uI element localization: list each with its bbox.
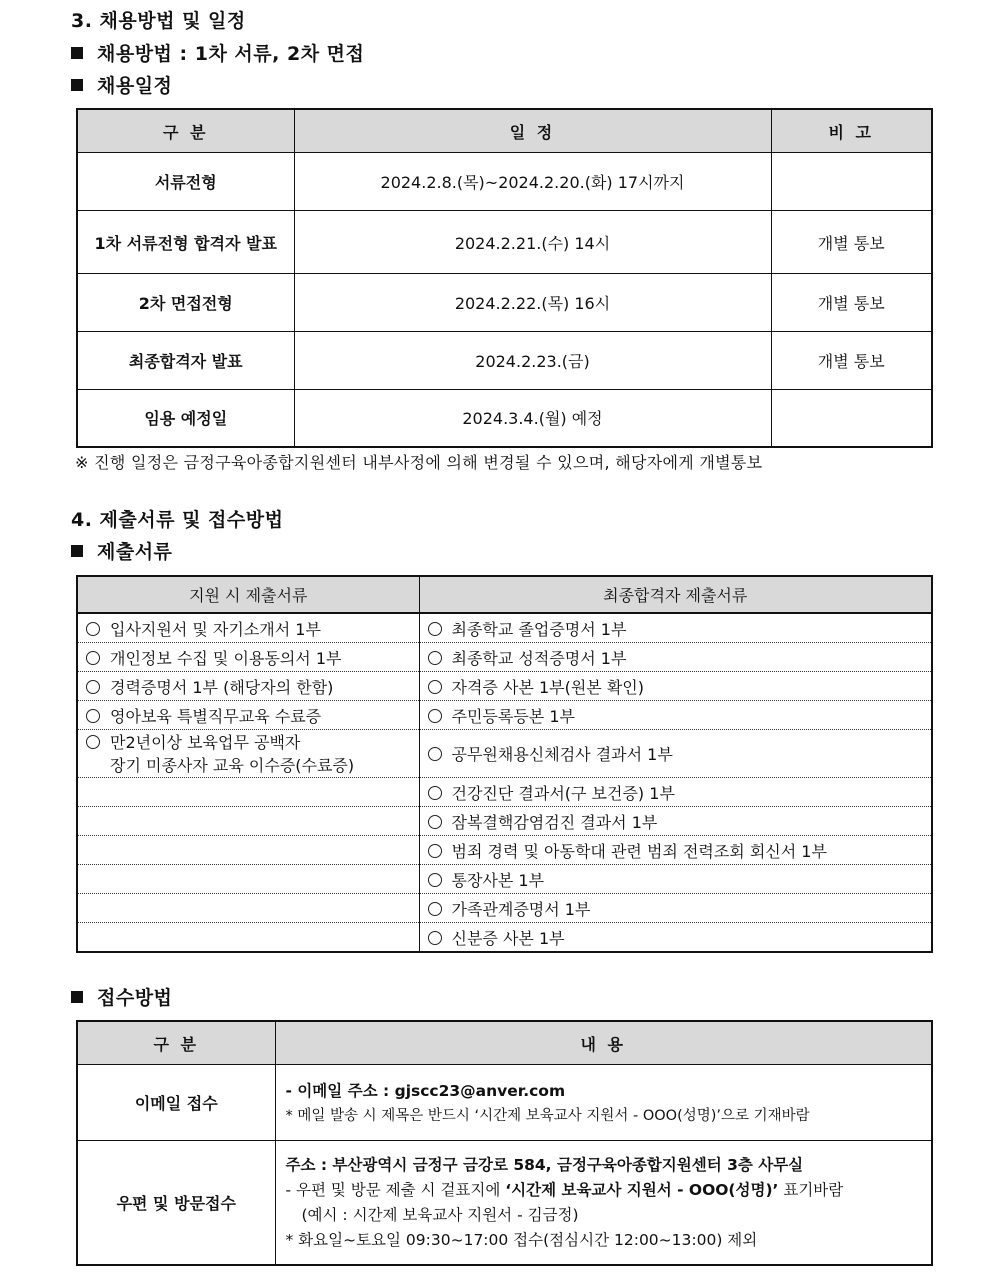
table-header-row [77, 576, 932, 613]
table-row [77, 894, 932, 923]
column-header: 일 정 [294, 109, 771, 153]
circle-bullet-icon [428, 902, 442, 916]
column-header: 비 고 [771, 109, 932, 153]
row-note: 개별 통보 [771, 332, 932, 390]
square-bullet-icon [71, 79, 83, 91]
circle-bullet-icon [428, 651, 442, 665]
table-row [77, 390, 932, 447]
row-label: 1차 서류전형 합격자 발표 [77, 211, 294, 274]
circle-bullet-icon [86, 735, 100, 749]
row-note: 개별 통보 [771, 274, 932, 332]
email-receipt-content [275, 1065, 932, 1141]
final-doc-item: 잠복결핵감염검진 결과서 1부 [419, 807, 932, 836]
column-header: 구 분 [77, 1021, 275, 1065]
row-label: 임용 예정일 [77, 390, 294, 447]
apply-doc-item: 입사지원서 및 자기소개서 1부 [77, 613, 419, 643]
apply-doc-item: 영아보육 특별직무교육 수료증 [77, 701, 419, 730]
circle-bullet-icon [428, 815, 442, 829]
empty-cell [77, 807, 419, 836]
post-cover-note: - 우편 및 방문 제출 시 겉표지에 ‘시간제 보육교사 지원서 - OOO(성명)’ 표기바람 [285, 1181, 844, 1200]
table-row [77, 332, 932, 390]
section4-title: 4. 제출서류 및 접수방법 [71, 509, 284, 531]
email-address-line: - 이메일 주소 : gjscc23@anver.com [285, 1081, 566, 1100]
square-bullet-icon [71, 47, 83, 59]
row-note: 개별 통보 [771, 211, 932, 274]
table-header-row [77, 109, 932, 153]
table-row [77, 1065, 932, 1141]
circle-bullet-icon [428, 931, 442, 945]
final-doc-item: 최종학교 졸업증명서 1부 [419, 613, 932, 643]
circle-bullet-icon [86, 651, 100, 665]
schedule-heading: 채용일정 [71, 71, 172, 98]
row-note [771, 390, 932, 447]
table-row [77, 211, 932, 274]
circle-bullet-icon [428, 747, 442, 761]
empty-cell [77, 778, 419, 807]
circle-bullet-icon [428, 680, 442, 694]
circle-bullet-icon [86, 709, 100, 723]
hiring-method-heading: 채용방법 : 1차 서류, 2차 면접 [71, 39, 364, 66]
schedule-table [76, 108, 933, 448]
post-receipt-content [275, 1141, 932, 1265]
table-row [77, 643, 932, 672]
email-address-link[interactable]: gjscc23@anver.com [394, 1081, 566, 1100]
circle-bullet-icon [86, 680, 100, 694]
circle-bullet-icon [428, 709, 442, 723]
apply-doc-item: 경력증명서 1부 (해당자의 한함) [77, 672, 419, 701]
circle-bullet-icon [428, 786, 442, 800]
row-label: 서류전형 [77, 153, 294, 211]
receipt-table [76, 1020, 933, 1266]
final-doc-item: 건강진단 결과서(구 보건증) 1부 [419, 778, 932, 807]
final-doc-item: 신분증 사본 1부 [419, 923, 932, 953]
table-row [77, 730, 932, 778]
table-row [77, 274, 932, 332]
final-doc-item: 공무원채용신체검사 결과서 1부 [419, 730, 932, 778]
apply-doc-item: 개인정보 수집 및 이용동의서 1부 [77, 643, 419, 672]
empty-cell [77, 865, 419, 894]
circle-bullet-icon [428, 622, 442, 636]
circle-bullet-icon [428, 844, 442, 858]
table-row [77, 865, 932, 894]
table-row [77, 836, 932, 865]
row-date: 2024.2.21.(수) 14시 [294, 211, 771, 274]
post-hours-note: * 화요일~토요일 09:30~17:00 접수(점심시간 12:00~13:00) 제외 [285, 1231, 758, 1250]
final-doc-item: 범죄 경력 및 아동학대 관련 범죄 전력조회 회신서 1부 [419, 836, 932, 865]
row-label: 최종합격자 발표 [77, 332, 294, 390]
circle-bullet-icon [86, 622, 100, 636]
table-row [77, 613, 932, 643]
column-header: 지원 시 제출서류 [77, 576, 419, 613]
final-doc-item: 통장사본 1부 [419, 865, 932, 894]
final-doc-item: 주민등록등본 1부 [419, 701, 932, 730]
section3-title: 3. 채용방법 및 일정 [71, 10, 246, 32]
post-address-line: 주소 : 부산광역시 금정구 금강로 584, 금정구육아종합지원센터 3층 사무실 [285, 1156, 804, 1175]
row-label: 2차 면접전형 [77, 274, 294, 332]
table-row [77, 1141, 932, 1265]
final-doc-item: 최종학교 성적증명서 1부 [419, 643, 932, 672]
schedule-footnote: ※ 진행 일정은 금정구육아종합지원센터 내부사정에 의해 변경될 수 있으며, 해당자에게 개별통보 [75, 453, 763, 472]
row-date: 2024.2.8.(목)~2024.2.20.(화) 17시까지 [294, 153, 771, 211]
row-date: 2024.2.23.(금) [294, 332, 771, 390]
table-row [77, 701, 932, 730]
column-header: 구 분 [77, 109, 294, 153]
row-date: 2024.2.22.(목) 16시 [294, 274, 771, 332]
table-header-row [77, 1021, 932, 1065]
empty-cell [77, 894, 419, 923]
table-row [77, 778, 932, 807]
table-row [77, 923, 932, 953]
empty-cell [77, 923, 419, 953]
table-row [77, 153, 932, 211]
final-doc-item: 가족관계증명서 1부 [419, 894, 932, 923]
square-bullet-icon [71, 991, 83, 1003]
apply-doc-item: 만2년이상 보육업무 공백자 장기 미종사자 교육 이수증(수료증) [77, 730, 419, 778]
post-receipt-label: 우편 및 방문접수 [77, 1141, 275, 1265]
row-date: 2024.3.4.(월) 예정 [294, 390, 771, 447]
column-header: 내 용 [275, 1021, 932, 1065]
receipt-heading: 접수방법 [71, 983, 172, 1010]
email-receipt-label: 이메일 접수 [77, 1065, 275, 1141]
documents-heading: 제출서류 [71, 537, 172, 564]
post-example: (예시 : 시간제 보육교사 지원서 - 김금정) [301, 1206, 579, 1225]
empty-cell [77, 836, 419, 865]
table-row [77, 807, 932, 836]
circle-bullet-icon [428, 873, 442, 887]
row-note [771, 153, 932, 211]
column-header: 최종합격자 제출서류 [419, 576, 932, 613]
table-row [77, 672, 932, 701]
email-subject-note: * 메일 발송 시 제목은 반드시 ‘시간제 보육교사 지원서 - OOO(성명)’으로 기재바람 [285, 1107, 810, 1124]
documents-table [76, 575, 933, 953]
final-doc-item: 자격증 사본 1부(원본 확인) [419, 672, 932, 701]
square-bullet-icon [71, 545, 83, 557]
